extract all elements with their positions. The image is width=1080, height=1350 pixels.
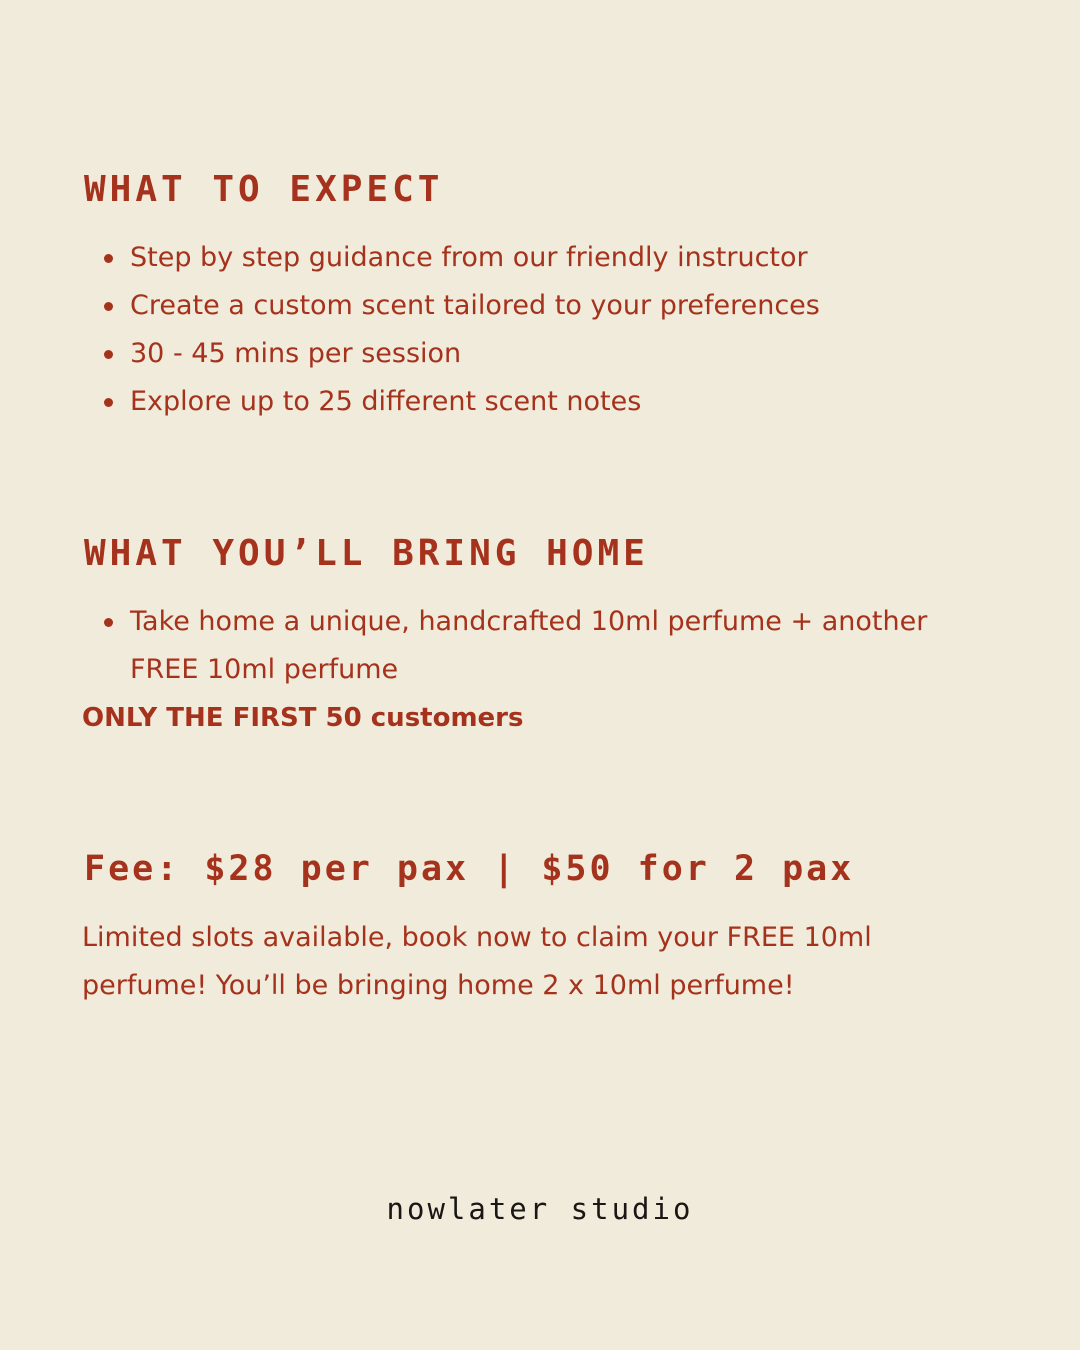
first-customers-note: ONLY THE FIRST 50 customers — [82, 703, 524, 733]
list-item — [82, 378, 962, 426]
fee-description: Limited slots available, book now to claim your FREE 10ml perfume! You’ll be bringing home 2 x 10ml perfume! — [82, 922, 872, 1001]
bullet-icon — [104, 618, 113, 627]
list-item — [82, 282, 962, 330]
expect-heading: WHAT TO EXPECT — [84, 169, 444, 210]
list-item-text: Create a custom scent tailored to your preferences — [130, 290, 820, 321]
bullet-icon — [104, 350, 113, 359]
list-item — [82, 598, 952, 694]
brand-name: nowlater studio — [386, 1192, 694, 1226]
fee-heading: Fee: $28 per pax | $50 for 2 pax — [84, 849, 855, 889]
list-item-text: Step by step guidance from our friendly instructor — [130, 242, 808, 273]
bullet-icon — [104, 302, 113, 311]
bullet-icon — [104, 254, 113, 263]
bring-home-list — [82, 598, 952, 694]
list-item-text: Explore up to 25 different scent notes — [130, 386, 642, 417]
bullet-icon — [104, 398, 113, 407]
list-item — [82, 234, 962, 282]
list-item — [82, 330, 962, 378]
expect-list — [82, 234, 962, 426]
list-item-text: Take home a unique, handcrafted 10ml perfume + another FREE 10ml perfume — [130, 606, 928, 685]
bring-home-heading: WHAT YOU’LL BRING HOME — [84, 533, 649, 574]
list-item-text: 30 - 45 mins per session — [130, 338, 462, 369]
